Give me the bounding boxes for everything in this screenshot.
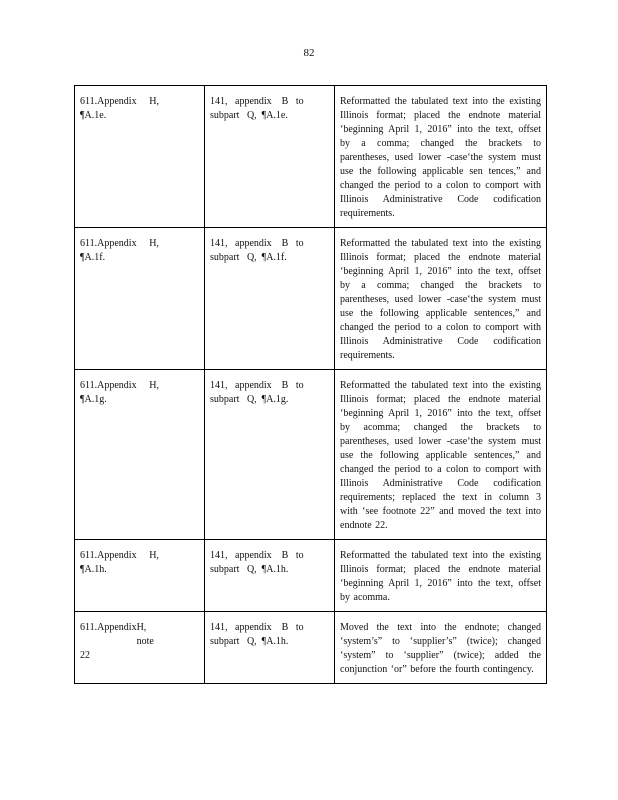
federal-source-cell [205, 540, 335, 612]
illinois-section-cell [75, 86, 205, 228]
table-row [75, 540, 547, 612]
revision-notes-cell [335, 228, 547, 370]
federal-source-line2: subpart Q, ¶A.1h. [210, 564, 289, 575]
revision-notes-text: Reformatted the tabulated text into the existing Illinois format; placed the endnote material ‘beginning April 1, 2016” into the text, offset by a comma; changed the brackets to parentheses, used lower -case‘the system must use the following applicable sentences,” and changed the period to a colon to comport with Illinois Administrative Code codification requirements. [340, 238, 541, 361]
section-number: 611.Appendix [80, 96, 137, 107]
revision-notes-text: Reformatted the tabulated text into the existing Illinois format; placed the endnote material ‘beginning April 1, 2016” into the text, offset by acomma. [340, 550, 541, 603]
revision-notes-cell [335, 370, 547, 540]
revision-notes-cell [335, 540, 547, 612]
federal-source-line2: subpart Q, ¶A.1f. [210, 252, 287, 263]
illinois-section-cell [75, 228, 205, 370]
federal-source-cell [205, 370, 335, 540]
section-suffix: H, [149, 238, 159, 249]
revision-notes-cell [335, 86, 547, 228]
table-row [75, 370, 547, 540]
section-paragraph: ¶A.1g. [80, 394, 107, 405]
revision-notes-text: Moved the text into the endnote; changed ‘system’s” to ‘supplier’s” (twice); changed ‘system” to ‘supplier” (twice); added the conjunction ‘or” before the fourth contingency. [340, 622, 541, 675]
federal-source-line2: subpart Q, ¶A.1e. [210, 110, 288, 121]
federal-source-line1: 141, appendix B to [210, 622, 304, 633]
section-number: 611.Appendix [80, 550, 137, 561]
section-suffix: H, note [136, 622, 154, 647]
section-number: 611.Appendix [80, 380, 137, 391]
section-number: 611.Appendix [80, 622, 137, 633]
federal-source-cell [205, 612, 335, 684]
section-paragraph: 22 [80, 650, 90, 661]
federal-source-line1: 141, appendix B to [210, 96, 304, 107]
section-suffix: H, [149, 380, 159, 391]
page-number: 82 [303, 47, 315, 59]
section-suffix: H, [149, 550, 159, 561]
federal-source-line2: subpart Q, ¶A.1h. [210, 636, 289, 647]
federal-source-line1: 141, appendix B to [210, 238, 304, 249]
section-suffix: H, [149, 96, 159, 107]
section-paragraph: ¶A.1h. [80, 564, 107, 575]
section-paragraph: ¶A.1e. [80, 110, 107, 121]
federal-source-line1: 141, appendix B to [210, 380, 304, 391]
revision-notes-text: Reformatted the tabulated text into the existing Illinois format; placed the endnote material ‘beginning April 1, 2016” into the text, offset by a comma; changed the brackets to parentheses, used lower -case‘the system must use the following applicable sen tences,” and changed the period to a colon to comport with Illinois Administrative Code codification requirements. [340, 96, 541, 219]
federal-source-line2: subpart Q, ¶A.1g. [210, 394, 289, 405]
derivation-table [74, 85, 547, 684]
table-row [75, 612, 547, 684]
federal-source-cell [205, 228, 335, 370]
illinois-section-cell [75, 540, 205, 612]
table-row [75, 228, 547, 370]
revision-notes-text: Reformatted the tabulated text into the existing Illinois format; placed the endnote material ‘beginning April 1, 2016” into the text, offset by acomma; changed the brackets to parentheses, used lower -case‘the system must use the following applicable sentences,” and changed the period to a colon to comport with Illinois Administrative Code codification requirements; replaced the text in column 3 with ‘see footnote 22” and moved the text into endnote 22. [340, 380, 541, 531]
section-number: 611.Appendix [80, 238, 137, 249]
revision-notes-cell [335, 612, 547, 684]
federal-source-cell [205, 86, 335, 228]
section-paragraph: ¶A.1f. [80, 252, 106, 263]
table-row [75, 86, 547, 228]
illinois-section-cell [75, 612, 205, 684]
illinois-section-cell [75, 370, 205, 540]
federal-source-line1: 141, appendix B to [210, 550, 304, 561]
